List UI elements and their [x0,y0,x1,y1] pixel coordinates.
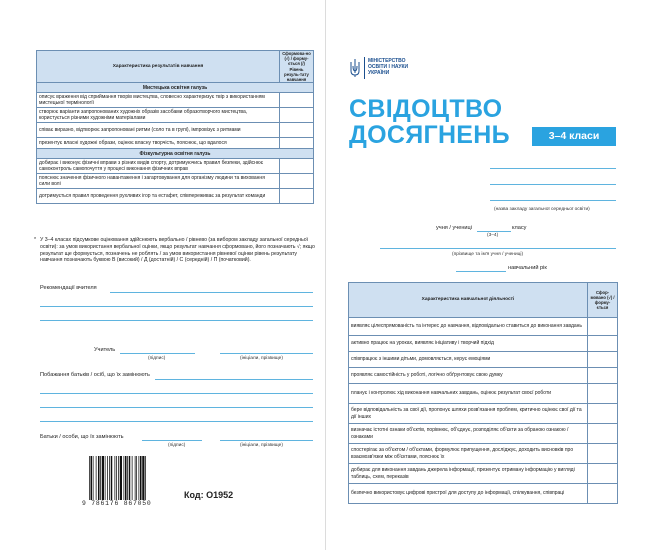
table-row: створює варіанти запропонованих художніх образів засобами образотворчого мистецтва, користується різними художніми матеріалами [37,108,280,123]
footnote-mark: * [34,237,37,243]
school-line-1[interactable] [490,168,616,169]
activity-header-characteristic: Характеристика навчальної діяльності [349,283,588,318]
table-row: планує і контролює хід виконання навчальних завдань, оцінює результат своєї роботи [349,384,588,404]
school-caption: (назва закладу загальної середньої освіти) [494,207,590,212]
ministry-line: МІНІСТЕРСТВО [368,58,406,64]
title-line-1: СВІДОЦТВО [349,95,503,123]
status-cell[interactable] [588,384,618,404]
table-row: співпрацює з іншими дітьми, домовляється, керує емоціями [349,352,588,368]
ministry-line: ОСВІТИ І НАУКИ [368,64,409,71]
initials-caption: (ініціали, прізвище) [240,356,283,361]
status-cell[interactable] [588,484,618,504]
status-cell[interactable] [588,424,618,444]
table-row: дотримується правил проведення рухливих ігор та естафет, співпереживає за результат команди [37,189,280,204]
status-cell[interactable] [280,189,314,204]
activity-table [348,282,618,504]
name-caption: (прізвище та ім'я учня / учениці) [452,252,524,257]
status-cell[interactable] [280,123,314,138]
activity-header-status: Сфор-мовано (√) / форму-ється [588,283,618,318]
certificate-title [349,96,510,148]
wishes-line-3[interactable] [40,407,313,408]
results-header-status: Сформова-но (√) / форму-ється (/) Рівень резуль-тату навчання [280,51,314,83]
school-line-2[interactable] [490,184,616,185]
trident-emblem-icon [350,58,360,78]
parents-signature-line[interactable] [142,440,202,441]
status-cell[interactable] [588,352,618,368]
table-row: безпечно використовує цифрові пристрої для доступу до інформації, спілкування, співпраці [349,484,588,504]
section-title: Мистецька освітня галузь [37,83,314,93]
pupil-label: учня / учениці [436,225,472,231]
status-cell[interactable] [280,108,314,123]
status-cell[interactable] [280,93,314,108]
school-line-3[interactable] [490,200,616,201]
parents-name-line[interactable] [220,440,313,441]
table-row: пояснює значення фізичного навантаження і загартовування для організму людини та виховання сили волі [37,174,280,189]
table-row: описує враження від сприймання творів мистецтва, словесно характеризує твір з використанням мистецької термінології [37,93,280,108]
wishes-line-4[interactable] [40,421,313,422]
wishes-label: Побажання батьків / осіб, що їх замінюють [40,372,150,378]
title-line-2: ДОСЯГНЕНЬ [349,121,510,149]
recommendations-line-3[interactable] [40,320,313,321]
status-cell[interactable] [588,464,618,484]
table-row: виявляє цілеспрямованість та інтерес до навчання, відповідально ставиться до виконання завдань [349,318,588,336]
teacher-name-line[interactable] [220,353,313,354]
class-number-line[interactable] [477,231,511,232]
wishes-line-2[interactable] [40,393,313,394]
table-row: спостерігає за об'єктом / об'єктами, формулює припущення, досліджує, доходить висновків про взаємозв'язки між об'єктами, пояснює їх [349,444,588,464]
year-label: навчальний рік [508,265,547,271]
recommendations-label: Рекомендації вчителя [40,285,97,291]
teacher-signature-line[interactable] [120,353,195,354]
table-row: співає виразно, відтворює запропоновані ритми (соло та в групі), імпровізує з ритмами [37,123,280,138]
status-cell[interactable] [280,138,314,149]
barcode-digits: 9 786176 867050 [82,500,152,507]
status-cell[interactable] [588,444,618,464]
product-code: Код: О1952 [184,490,234,500]
table-row: бере відповідальність за свої дії, пропонує шляхи розв'язання проблем, критично оцінює свої дії та дії інших [349,404,588,424]
table-row: презентує власні художні образи, оцінює власну творчість, пояснює, що вдалося [37,138,280,149]
barcode-icon [88,456,170,500]
status-cell[interactable] [588,404,618,424]
recommendations-line-2[interactable] [40,306,313,307]
class-caption: (3–4) [487,233,499,238]
grade-badge: 3–4 класи [532,127,616,146]
footnote-text: У 3–4 класах підсумкове оцінювання здійснюють вербально / рівнево (за вибором закладу загальної середньої освіти): за умов використання вербальної оцінки, якщо результат навчання сформовано, його позначають √; якщо результат ще формується, позначень не роблять / за умов використання рівневої оцінки рівень результату навчання позначають буквою В (високий) / Д (достатній) / С (середній) / П (початковий). [40,237,315,264]
ministry-name [368,58,408,77]
status-cell[interactable] [280,159,314,174]
table-row: добирає для виконання завдань джерела інформації, презентує отриману інформацію у вигляді таблиць, схем, переказів [349,464,588,484]
results-table [36,50,314,204]
year-line[interactable] [456,271,506,272]
wishes-line-1[interactable] [155,379,313,380]
signature-caption: (підпис) [148,356,166,361]
ministry-divider [364,57,365,79]
section-title: Фізкультурна освітня галузь [37,149,314,159]
class-label: класу [512,225,527,231]
initials-caption: (ініціали, прізвище) [240,443,283,448]
status-cell[interactable] [280,174,314,189]
recommendations-line-1[interactable] [110,292,313,293]
ministry-line: УКРАЇНИ [368,70,390,77]
status-cell[interactable] [588,368,618,384]
status-cell[interactable] [588,336,618,352]
teacher-label: Учитель [94,347,116,353]
status-cell[interactable] [588,318,618,336]
results-header-characteristic: Характеристика результатів навчання [37,51,280,83]
table-row: проявляє самостійність у роботі, логічно обґрунтовує свою думку [349,368,588,384]
parents-label: Батьки / особи, що їх замінюють [40,434,124,440]
footnote [34,237,316,264]
table-row: добирає і виконує фізичні вправи з різних видів спорту, дотримуючись правил безпеки, здійснює самоконтроль самопочуття у процесі виконання фізичних вправ [37,159,280,174]
table-row: визначає істотні ознаки об'єктів, порівнює, об'єднує, розподіляє об'єкти за обраною ознакою / ознаками [349,424,588,444]
signature-caption: (підпис) [168,443,186,448]
pupil-name-line[interactable] [380,248,616,249]
table-row: активно працює на уроках, виявляє ініціативу і творчий підхід [349,336,588,352]
